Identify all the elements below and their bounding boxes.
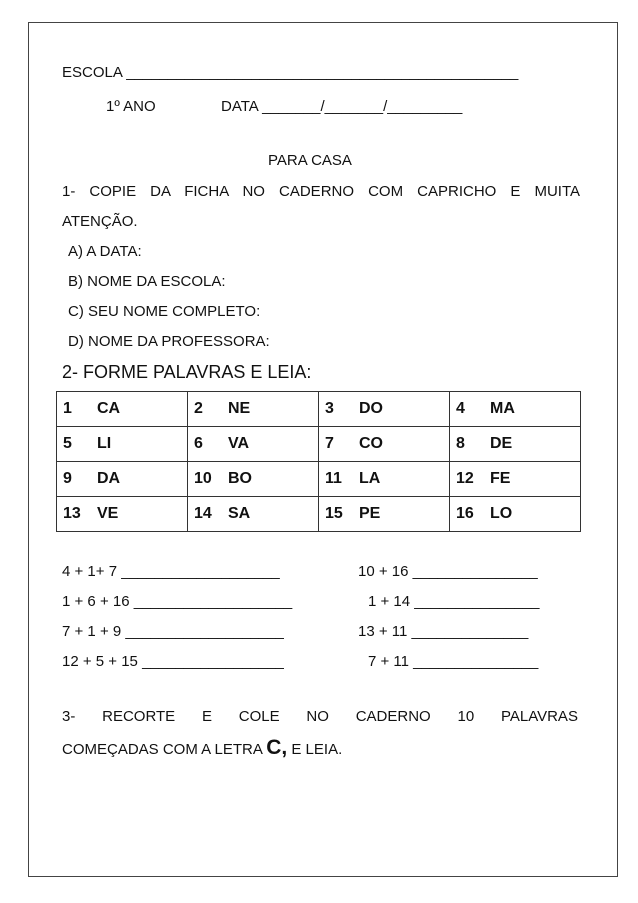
q3-word: E [201,708,212,725]
syllable-number: 10 [194,470,212,487]
page-title: PARA CASA [268,152,352,169]
syllable-text: LI [97,435,112,452]
syllable-number: 16 [456,505,474,522]
exercise-left-4: 12 + 5 + 15 _________________ [62,653,284,670]
q3-word: CADERNO [355,708,431,725]
q3-word: 3- [62,708,76,725]
syllable-cell [57,462,188,497]
syllable-text: LA [359,470,381,487]
syllable-text: VE [97,505,119,522]
exercise-left-2: 1 + 6 + 16 ___________________ [62,593,293,610]
exercise-left-1: 4 + 1+ 7 ___________________ [62,563,280,580]
exercise-right-1: 10 + 16 _______________ [358,563,538,580]
syllable-number: 6 [194,435,203,452]
syllable-cell [188,462,319,497]
syllable-cell [319,462,450,497]
syllable-text: PE [359,505,381,522]
syllable-cell [450,497,581,532]
q3-line2-post: E LEIA. [287,741,343,758]
syllable-cell [188,497,319,532]
exercise-right-3: 13 + 11 ______________ [358,623,529,640]
q1-item-b: B) NOME DA ESCOLA: [68,273,226,290]
date-field: DATA _______/_______/_________ [221,98,463,115]
exercise-right-2: 1 + 14 _______________ [368,593,540,610]
syllable-number: 4 [456,400,465,417]
syllable-number: 2 [194,400,203,417]
grade-label: 1º ANO [106,98,156,115]
syllable-text: DO [359,400,383,417]
q1-item-c: C) SEU NOME COMPLETO: [68,303,261,320]
syllable-text: SA [228,505,251,522]
syllable-text: CO [359,435,383,452]
table-row [57,427,581,462]
syllable-cell [450,462,581,497]
q3-letter: C, [266,736,288,759]
syllable-cell [319,392,450,427]
q2-title: 2- FORME PALAVRAS E LEIA: [62,362,312,382]
syllable-number: 1 [63,400,72,417]
q3-word: RECORTE [102,708,176,725]
syllable-number: 3 [325,400,334,417]
q3-line2 [62,736,343,759]
table-row [57,462,581,497]
syllable-cell [57,392,188,427]
syllable-number: 12 [456,470,474,487]
syllable-text: LO [490,505,513,522]
table-row [57,497,581,532]
q1-line2: ATENÇÃO. [62,213,138,230]
q3-word: NO [306,708,329,725]
syllable-text: DA [97,470,121,487]
syllable-text: VA [228,435,250,452]
q3-word: COLE [238,708,280,725]
q3-line1 [62,708,578,726]
syllable-number: 8 [456,435,465,452]
syllable-cell [188,392,319,427]
syllable-cell [319,497,450,532]
syllable-number: 13 [63,505,81,522]
syllable-cell [188,427,319,462]
syllable-text: NE [228,400,251,417]
syllable-cell [57,497,188,532]
syllable-table [56,391,581,532]
q3-line2-pre: COMEÇADAS COM A LETRA [62,741,267,758]
q1-item-d: D) NOME DA PROFESSORA: [68,333,270,350]
syllable-number: 9 [63,470,72,487]
syllable-number: 5 [63,435,72,452]
syllable-text: MA [490,400,515,417]
syllable-cell [450,427,581,462]
syllable-number: 11 [325,470,342,487]
exercise-right-4: 7 + 11 _______________ [368,653,539,670]
q3-word: PALAVRAS [500,708,578,725]
q3-word: 10 [457,708,475,725]
syllable-cell [57,427,188,462]
syllable-text: CA [97,400,121,417]
syllable-text: DE [490,435,513,452]
syllable-cell [450,392,581,427]
syllable-number: 14 [194,505,212,522]
syllable-number: 7 [325,435,334,452]
syllable-text: BO [228,470,252,487]
syllable-text: FE [490,470,511,487]
syllable-number: 15 [325,505,343,522]
syllable-cell [319,427,450,462]
table-row [57,392,581,427]
exercise-left-3: 7 + 1 + 9 ___________________ [62,623,284,640]
q1-line1: 1- COPIE DA FICHA NO CADERNO COM CAPRICHO E MUITA [62,183,580,200]
q1-item-a: A) A DATA: [68,243,142,260]
school-field: ESCOLA _______________________________________________ [62,64,519,81]
